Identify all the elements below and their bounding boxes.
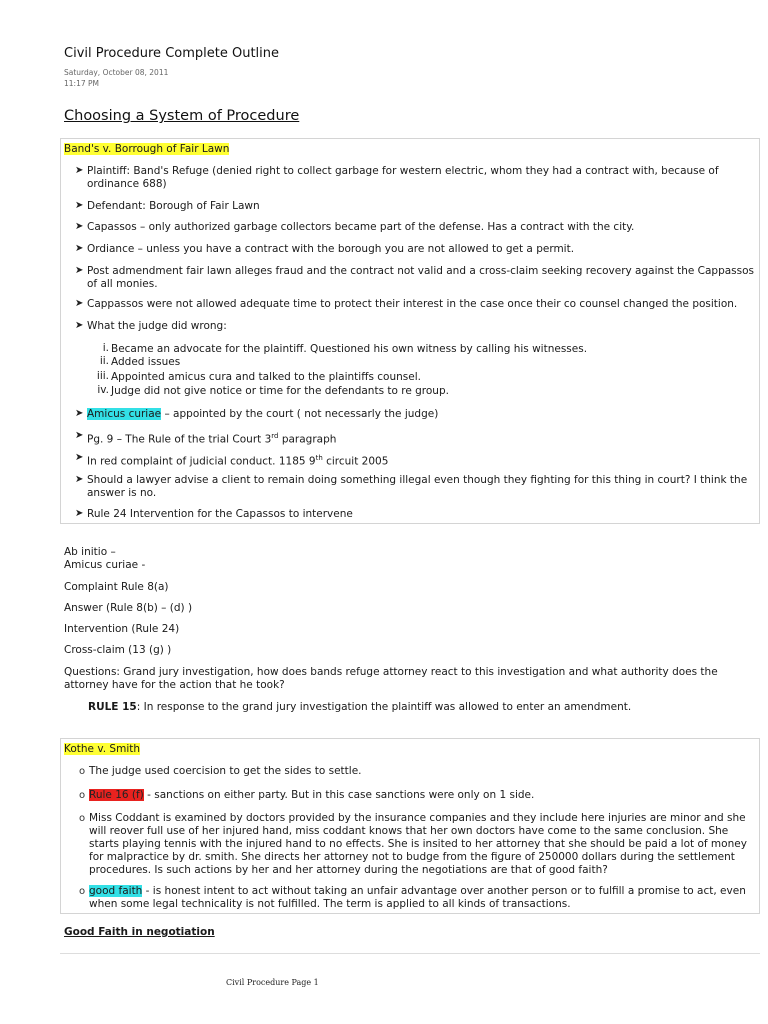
arrow-bullet-icon: ➤ bbox=[75, 298, 84, 309]
bullet-defendant: Defendant: Borough of Fair Lawn bbox=[87, 200, 260, 212]
bullet-amicus: Amicus curiae – appointed by the court ( not necessarly the judge) bbox=[87, 408, 439, 420]
case-title-kothe: Kothe v. Smith bbox=[64, 743, 141, 755]
roman-item-2: Added issues bbox=[111, 356, 181, 368]
section-heading-procedure: Choosing a System of Procedure bbox=[64, 108, 300, 124]
arrow-bullet-icon: ➤ bbox=[75, 452, 84, 463]
bullet-judge-wrong: What the judge did wrong: bbox=[87, 320, 227, 332]
bullet-rule24: Rule 24 Intervention for the Capassos to intervene bbox=[87, 508, 353, 520]
arrow-bullet-icon: ➤ bbox=[75, 200, 84, 211]
arrow-bullet-icon: ➤ bbox=[75, 408, 84, 419]
bullet-red-complaint: In red complaint of judicial conduct. 1185 9th circuit 2005 bbox=[87, 454, 389, 468]
kothe-case-box bbox=[60, 738, 760, 914]
note-answer: Answer (Rule 8(b) – (d) ) bbox=[64, 602, 193, 614]
note-complaint: Complaint Rule 8(a) bbox=[64, 581, 169, 593]
bullet-ordiance: Ordiance – unless you have a contract with the borough you are not allowed to get a permit. bbox=[87, 243, 575, 255]
note-intervention: Intervention (Rule 24) bbox=[64, 623, 180, 635]
bullet-post-amendment: Post admendment fair lawn alleges fraud and the contract not valid and a cross-claim seeking recovery against the Cappassos of all monies. bbox=[87, 265, 755, 290]
arrow-bullet-icon: ➤ bbox=[75, 221, 84, 232]
roman-item-4: Judge did not give notice or time for the defendants to re group. bbox=[111, 385, 449, 397]
case-title-bands: Band's v. Borrough of Fair Lawn bbox=[64, 143, 230, 155]
bullet-coercision: The judge used coercision to get the sides to settle. bbox=[89, 765, 362, 777]
arrow-bullet-icon: ➤ bbox=[75, 430, 84, 441]
note-ab-initio: Ab initio – bbox=[64, 546, 116, 558]
roman-marker: iii. bbox=[96, 370, 109, 382]
page-footer: Civil Procedure Page 1 bbox=[226, 978, 319, 987]
arrow-bullet-icon: ➤ bbox=[75, 243, 84, 254]
roman-marker: ii. bbox=[99, 355, 109, 367]
document-time: 11:17 PM bbox=[64, 79, 99, 88]
bullet-cappassos-time: Cappassos were not allowed adequate time to protect their interest in the case once their co counsel changed the position. bbox=[87, 298, 738, 310]
circle-bullet-icon: o bbox=[79, 886, 86, 897]
good-faith-highlight: good faith bbox=[89, 885, 143, 897]
roman-item-3: Appointed amicus cura and talked to the plaintiffs counsel. bbox=[111, 371, 421, 383]
circle-bullet-icon: o bbox=[79, 813, 86, 824]
note-amicus: Amicus curiae - bbox=[64, 559, 146, 571]
arrow-bullet-icon: ➤ bbox=[75, 508, 84, 519]
bullet-rule16: Rule 16 (f) - sanctions on either party. But in this case sanctions were only on 1 side. bbox=[89, 789, 535, 801]
note-questions: Questions: Grand jury investigation, how does bands refuge attorney react to this investigation and what authority does the attorney have for the action that he took? bbox=[64, 666, 718, 691]
arrow-bullet-icon: ➤ bbox=[75, 265, 84, 276]
bullet-plaintiff: Plaintiff: Band's Refuge (denied right to collect garbage for western electric, whom they had a contract with, because of ordinance 688) bbox=[87, 165, 719, 190]
note-crossclaim: Cross-claim (13 (g) ) bbox=[64, 644, 172, 656]
circle-bullet-icon: o bbox=[79, 790, 86, 801]
document-date: Saturday, October 08, 2011 bbox=[64, 68, 169, 77]
circle-bullet-icon: o bbox=[79, 766, 86, 777]
bullet-pg9: Pg. 9 – The Rule of the trial Court 3rd paragraph bbox=[87, 432, 337, 446]
arrow-bullet-icon: ➤ bbox=[75, 474, 84, 485]
arrow-bullet-icon: ➤ bbox=[75, 320, 84, 331]
bands-case-box bbox=[60, 138, 760, 524]
divider bbox=[60, 953, 760, 954]
rule16-highlight: Rule 16 (f) bbox=[89, 789, 144, 801]
roman-item-1: Became an advocate for the plaintiff. Questioned his own witness by calling his witnesses. bbox=[111, 343, 588, 355]
bullet-capassos: Capassos – only authorized garbage collectors became part of the defense. Has a contract with the city. bbox=[87, 221, 635, 233]
bullet-good-faith: good faith - is honest intent to act without taking an unfair advantage over another person or to fulfill a promise to act, even when some legal technicality is not fulfilled. The term is applied to all kinds of transactions. bbox=[89, 885, 746, 910]
note-rule15: RULE 15: In response to the grand jury investigation the plaintiff was allowed to enter an amendment. bbox=[88, 701, 632, 713]
roman-marker: iv. bbox=[97, 384, 109, 396]
section-heading-good-faith: Good Faith in negotiation bbox=[64, 926, 215, 938]
bullet-should-lawyer: Should a lawyer advise a client to remain doing something illegal even though they fighting for this thing in court? I think the answer is no. bbox=[87, 474, 748, 499]
bullet-coddant: Miss Coddant is examined by doctors provided by the insurance companies and they include here injuries are minor and she will reover full use of her injured hand, miss coddant knows that her own doctors have come to the same conclusion. She starts playing tennis with the injured hand to no effects. She is insited to her attorney that she should be paid a lot of money for malpractice by dr. smith. She directs her attorney not to budge from the figure of 250000 dollars during the settlement procedures. Is such actions by her and her attorney during the negotiations are that of good faith? bbox=[89, 812, 747, 876]
arrow-bullet-icon: ➤ bbox=[75, 165, 84, 176]
amicus-highlight: Amicus curiae bbox=[87, 408, 162, 420]
roman-marker: i. bbox=[102, 342, 109, 354]
document-title: Civil Procedure Complete Outline bbox=[64, 46, 280, 61]
